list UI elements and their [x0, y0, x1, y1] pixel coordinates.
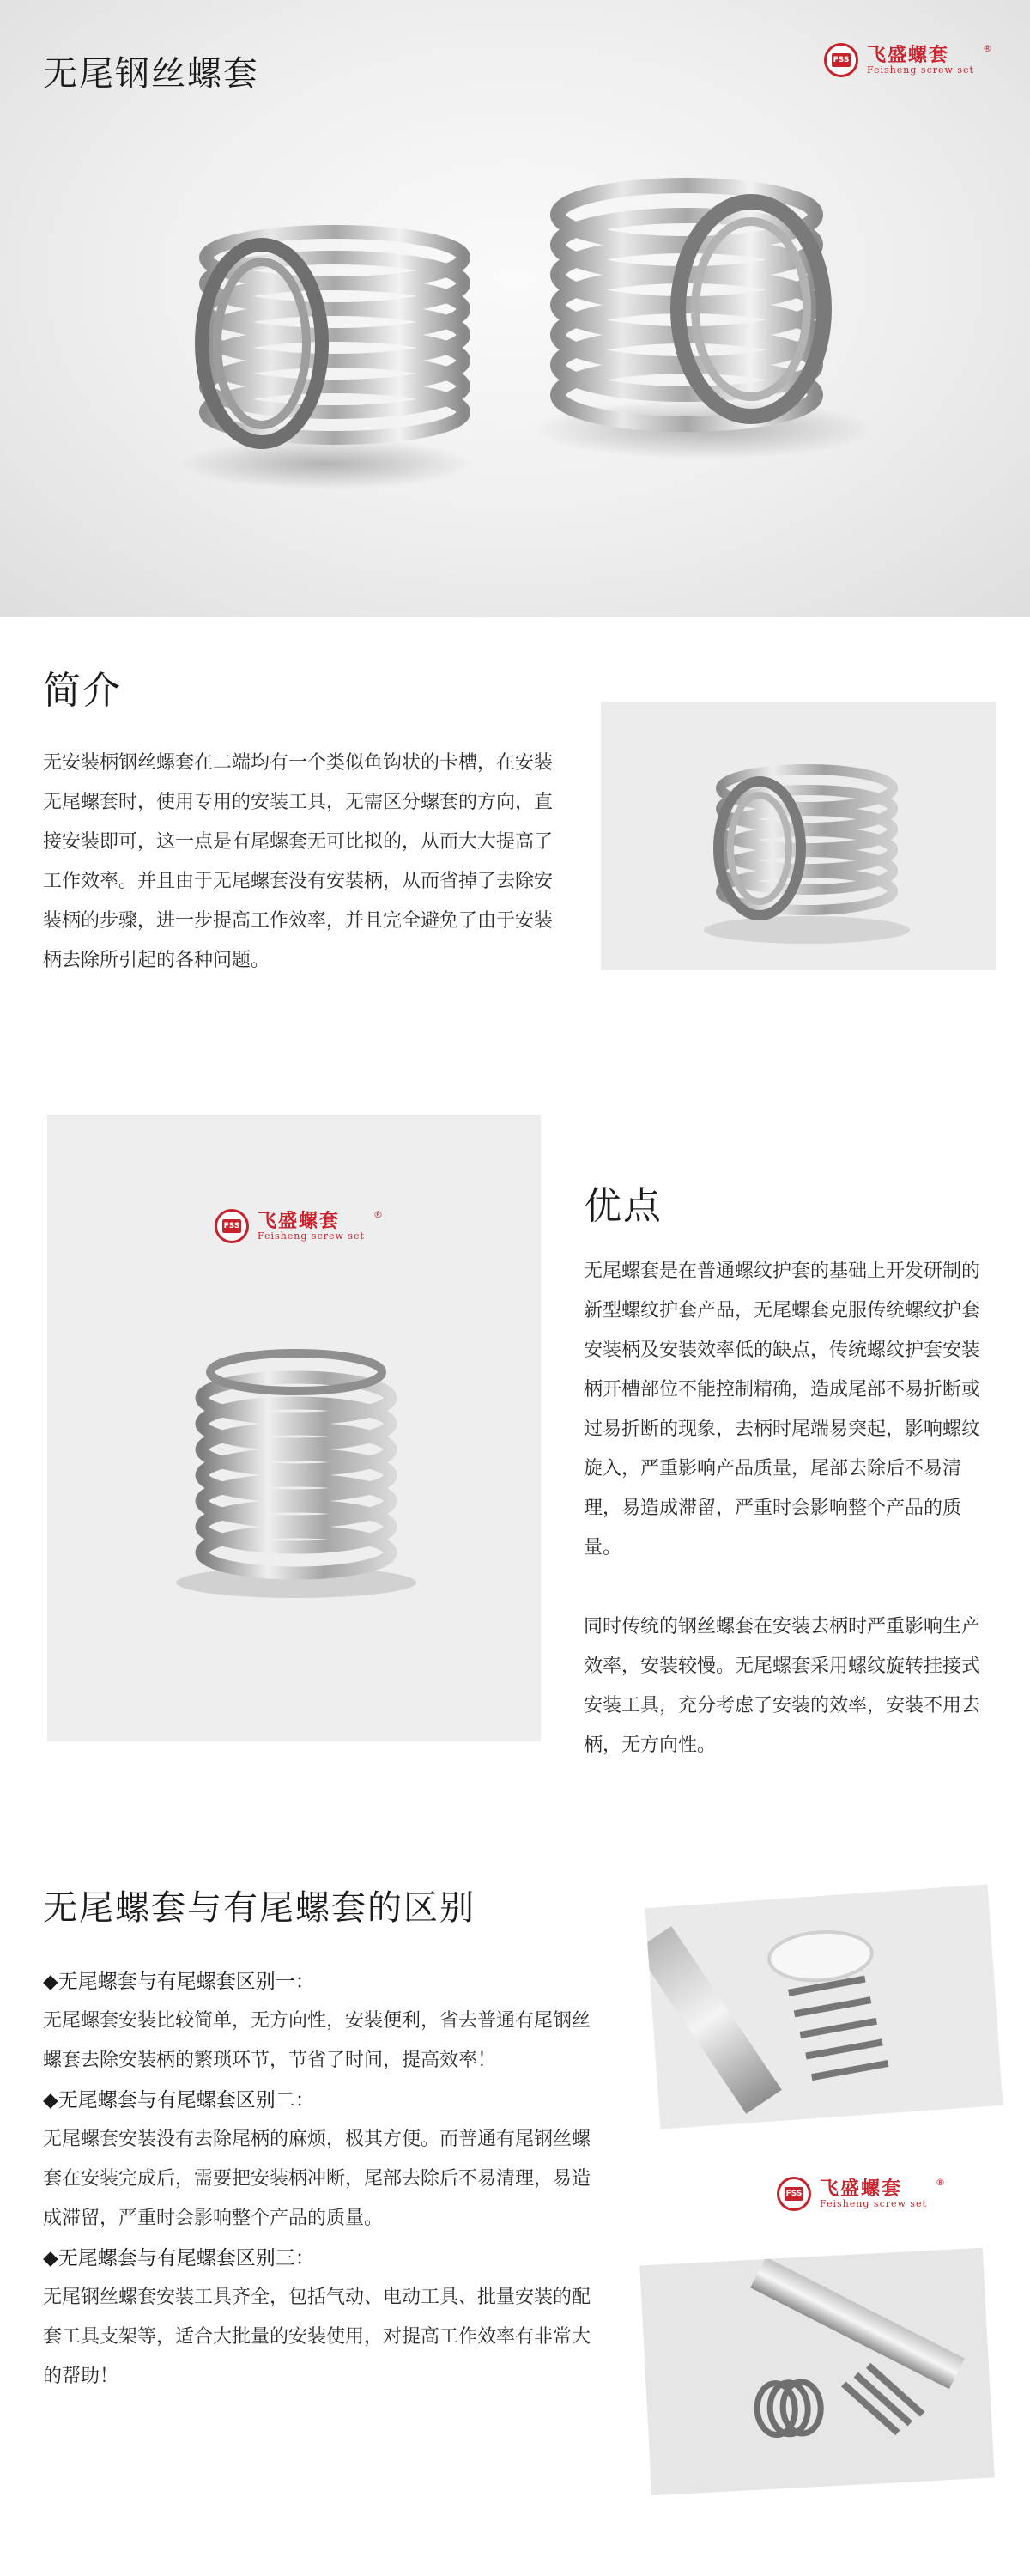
intro-product-photo: [601, 702, 996, 970]
difference-item: [43, 2081, 592, 2239]
brand-name-en: Feisheng screw set: [867, 64, 974, 76]
brand-logo-icon: FSS: [215, 1209, 249, 1243]
difference-body: 无尾螺套安装比较简单，无方向性，安装便利，省去普通有尾钢丝螺套去除安装柄的繁琐环节，节省了时间，提高效率！: [43, 2010, 591, 2071]
difference-item: [43, 1962, 592, 2081]
differences-heading: 无尾螺套与有尾螺套的区别: [43, 1888, 476, 1928]
brand-logo-icon: FSS: [824, 43, 858, 77]
difference-title: ◆无尾螺套与有尾螺套区别二：: [43, 2089, 315, 2111]
difference-body: 无尾螺套安装没有去除尾柄的麻烦，极其方便。而普通有尾钢丝螺套在安装完成后，需要把安装柄冲断，尾部去除后不易清理，易造成滞留，严重时会影响整个产品的质量。: [43, 2129, 591, 2229]
install-tool-photo-2: [639, 2248, 994, 2496]
difference-item: [43, 2239, 592, 2397]
advantages-product-photo: [47, 1115, 541, 1741]
difference-title: ◆无尾螺套与有尾螺套区别一：: [43, 1971, 315, 1993]
install-tool-photo-1: [645, 1884, 1003, 2129]
intro-text: 无安装柄钢丝螺套在二端均有一个类似鱼钩状的卡槽，在安装无尾螺套时，使用专用的安装工具，无需区分螺套的方向，直接安装即可，这一点是有尾螺套无可比拟的，从而大大提高了工作效率。并且由于无尾螺套没有安装柄，从而省掉了去除安装柄的步骤，进一步提高工作效率，并且完全避免了由于安装柄去除所引起的各种问题。: [43, 752, 554, 971]
advantages-text-1: 无尾螺套是在普通螺纹护套的基础上开发研制的新型螺纹护套产品，无尾螺套克服传统螺纹护套安装柄及安装效率低的缺点，传统螺纹护套安装柄开槽部位不能控制精确，造成尾部不易折断或过易折断的现象，去柄时尾端易突起，影响螺纹旋入，严重影响产品质量，尾部去除后不易清理，易造成滞留，严重时会影响整个产品的质量。: [584, 1261, 981, 1558]
intro-heading: 简介: [43, 669, 122, 713]
page-title: 无尾钢丝螺套: [43, 54, 259, 94]
difference-title: ◆无尾螺套与有尾螺套区别三：: [43, 2247, 315, 2269]
differences-list: [43, 1962, 592, 2397]
difference-body: 无尾钢丝螺套安装工具齐全，包括气动、电动工具、批量安装的配套工具支架等，适合大批量的安装使用，对提高工作效率有非常大的帮助！: [43, 2287, 591, 2387]
brand-logo-watermark: FSS 飞盛螺套 Feisheng screw set ®: [215, 1209, 383, 1243]
brand-logo: FSS 飞盛螺套 Feisheng screw set ®: [824, 43, 992, 77]
advantages-heading: 优点: [584, 1184, 663, 1228]
advantages-text-2: 同时传统的钢丝螺套在安装去柄时严重影响生产效率，安装较慢。无尾螺套采用螺纹旋转挂接式安装工具，充分考虑了安装的效率，安装不用去柄，无方向性。: [584, 1616, 981, 1756]
hero-banner: [0, 0, 1030, 617]
brand-logo-bottom: FSS 飞盛螺套 Feisheng screw set ®: [777, 2177, 945, 2211]
brand-name-cn: 飞盛螺套: [867, 43, 950, 66]
brand-logo-icon: FSS: [777, 2177, 811, 2211]
